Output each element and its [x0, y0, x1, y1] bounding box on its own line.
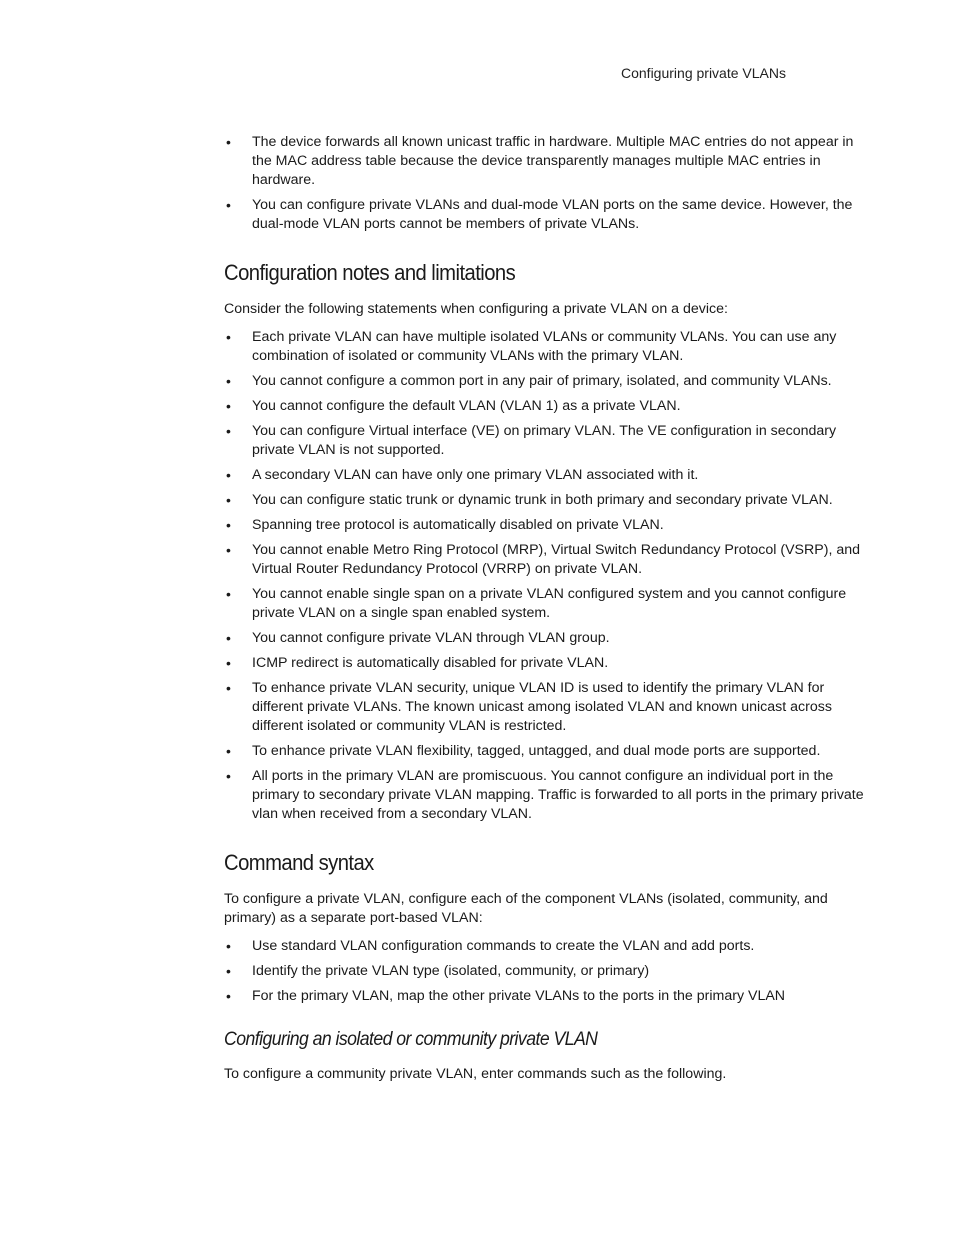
list-item: • You cannot configure the default VLAN (VLAN 1) as a private VLAN.	[226, 398, 681, 414]
bullet-icon: •	[226, 134, 231, 150]
bullet-icon: •	[226, 768, 231, 784]
running-header: Configuring private VLANs	[621, 65, 786, 81]
bullet-icon: •	[226, 680, 231, 696]
list-item: • Spanning tree protocol is automatically disabled on private VLAN.	[226, 517, 664, 533]
bullet-icon: •	[226, 423, 231, 439]
list-item: • You can configure Virtual interface (VE) on primary VLAN. The VE configuration in secondary private VLAN is not supported.	[226, 423, 837, 458]
intro-bullet-list	[224, 133, 869, 234]
command-syntax-bullet-list	[224, 937, 869, 1006]
page-body	[224, 133, 869, 1084]
bullet-icon: •	[226, 655, 231, 671]
bullet-icon: •	[226, 743, 231, 759]
list-item: • ICMP redirect is automatically disabled for private VLAN.	[226, 655, 609, 671]
section-intro: To configure a community private VLAN, enter commands such as the following.	[224, 1066, 727, 1082]
list-item: • The device forwards all known unicast traffic in hardware. Multiple MAC entries do not appear in the MAC address table because the device transparently manages multiple MAC entries in hardware.	[226, 134, 854, 188]
list-item: • To enhance private VLAN flexibility, tagged, untagged, and dual mode ports are supported.	[226, 743, 821, 759]
bullet-icon: •	[226, 517, 231, 533]
section-intro: To configure a private VLAN, configure each of the component VLANs (isolated, community, and primary) as a separate port-based VLAN:	[224, 891, 828, 926]
list-item: • You can configure static trunk or dynamic trunk in both primary and secondary private VLAN.	[226, 492, 833, 508]
bullet-icon: •	[226, 988, 231, 1004]
bullet-icon: •	[226, 963, 231, 979]
limitations-bullet-list	[224, 328, 869, 824]
list-item: • For the primary VLAN, map the other private VLANs to the ports in the primary VLAN	[226, 988, 786, 1004]
bullet-icon: •	[226, 373, 231, 389]
list-item: • A secondary VLAN can have only one primary VLAN associated with it.	[226, 467, 699, 483]
list-item: • To enhance private VLAN security, unique VLAN ID is used to identify the primary VLAN for different private VLANs. The known unicast among isolated VLAN and known unicast across different isolated or community VLAN is restricted.	[226, 680, 832, 734]
list-item: • You cannot configure private VLAN through VLAN group.	[226, 630, 610, 646]
list-item: • You cannot enable single span on a private VLAN configured system and you cannot configure private VLAN on a single span enabled system.	[226, 586, 847, 621]
bullet-icon: •	[226, 467, 231, 483]
list-item: • You cannot enable Metro Ring Protocol (MRP), Virtual Switch Redundancy Protocol (VSRP), and Virtual Router Redundancy Protocol (VRRP) on private VLAN.	[226, 542, 861, 577]
bullet-icon: •	[226, 329, 231, 345]
bullet-icon: •	[226, 938, 231, 954]
list-item: • Each private VLAN can have multiple isolated VLANs or community VLANs. You can use any combination of isolated or community VLANs with the primary VLAN.	[226, 329, 837, 364]
list-item: • You cannot configure a common port in any pair of primary, isolated, and community VLANs.	[226, 373, 832, 389]
list-item: • Identify the private VLAN type (isolated, community, or primary)	[226, 963, 650, 979]
bullet-icon: •	[226, 197, 231, 213]
bullet-icon: •	[226, 630, 231, 646]
subsection-heading-isolated-community: Configuring an isolated or community private VLAN	[224, 1029, 598, 1050]
list-item: • All ports in the primary VLAN are promiscuous. You cannot configure an individual port in the primary to secondary private VLAN mapping. Traffic is forwarded to all ports in the primary private vlan when received from a secondary VLAN.	[226, 768, 864, 822]
list-item: • Use standard VLAN configuration commands to create the VLAN and add ports.	[226, 938, 755, 954]
bullet-icon: •	[226, 586, 231, 602]
section-heading-configuration-notes: Configuration notes and limitations	[224, 260, 516, 285]
section-intro: Consider the following statements when configuring a private VLAN on a device:	[224, 301, 728, 317]
list-item: • You can configure private VLANs and dual-mode VLAN ports on the same device. However, the dual-mode VLAN ports cannot be members of private VLANs.	[226, 197, 853, 232]
bullet-icon: •	[226, 398, 231, 414]
section-heading-command-syntax: Command syntax	[224, 850, 374, 875]
bullet-icon: •	[226, 542, 231, 558]
bullet-icon: •	[226, 492, 231, 508]
